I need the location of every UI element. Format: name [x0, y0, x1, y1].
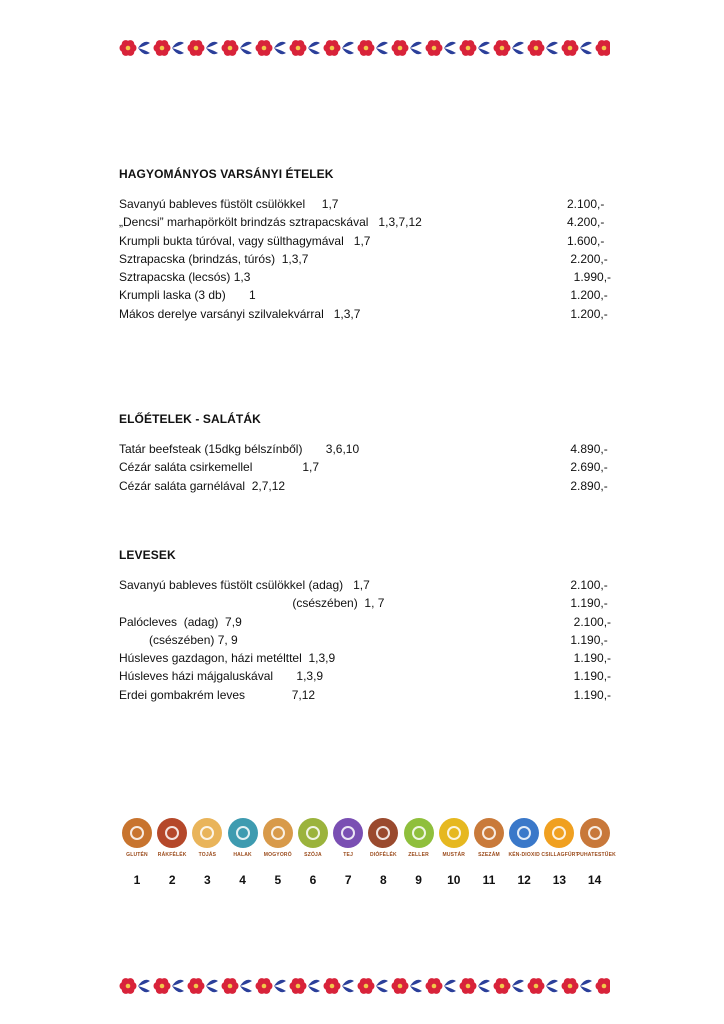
allergen-number: 1 [133, 873, 141, 887]
folk-border-bottom [118, 975, 610, 997]
menu-item-name: Tatár beefsteak (15dkg bélszínből) 3,6,10 [119, 442, 360, 456]
allergen-label: PUHATESTŰEK [576, 852, 616, 858]
menu-item-price: 2.100,- [567, 197, 605, 211]
menu-item-name: Erdei gombakrém leves 7,12 [119, 687, 316, 702]
section-title: ELŐÉTELEK - SALÁTÁK [119, 412, 261, 426]
menu-item-name: Krumpli laska (3 db) 1 [119, 288, 256, 303]
menu-item-price: 1.190,- [567, 651, 612, 666]
allergen-icon [365, 818, 401, 858]
menu-item-price: 2.690,- [567, 460, 608, 475]
menu-item-name: Húsleves házi májgaluskával 1,3,9 [119, 669, 324, 684]
allergen-label: RÁKFÉLÉK [157, 852, 187, 858]
allergen-circle-icon [122, 818, 152, 848]
allergen-circle-icon [192, 818, 222, 848]
allergen-number: 10 [447, 873, 461, 887]
allergen-label: TOJÁS [198, 852, 217, 858]
menu-item [119, 440, 619, 458]
menu-item [119, 286, 619, 304]
menu-item-price: 1.600,- [567, 233, 605, 248]
allergen-circle-icon [580, 818, 610, 848]
allergen-icon [471, 818, 507, 858]
menu-item-price: 2.100,- [567, 578, 608, 592]
menu-item [119, 576, 619, 594]
allergen-icon [541, 818, 577, 858]
menu-item [119, 195, 619, 213]
menu-item [119, 667, 619, 685]
folk-flower-pattern-icon [118, 37, 610, 59]
section-soups [119, 548, 619, 704]
menu-item-price: 1.990,- [567, 270, 612, 285]
menu-item [119, 232, 619, 250]
allergen-icon [154, 818, 190, 858]
allergen-circle-icon [333, 818, 363, 848]
allergen-number: 7 [344, 873, 352, 887]
menu-item-price: 1.190,- [567, 687, 612, 702]
allergen-number: 12 [517, 873, 531, 887]
menu-item-name: Cézár saláta garnélával 2,7,12 [119, 478, 286, 493]
menu-item [119, 268, 619, 286]
allergen-number: 6 [309, 873, 317, 887]
folk-border-top [118, 37, 610, 59]
menu-item-price: 1.190,- [567, 669, 612, 684]
allergen-numbers [119, 873, 619, 889]
allergen-circle-icon [157, 818, 187, 848]
menu-item-name: Savanyú bableves füstölt csülökkel (adag) 1,7 [119, 578, 370, 592]
menu-item [119, 613, 619, 631]
allergen-label: SZEZÁM [478, 852, 500, 858]
allergen-circle-icon [404, 818, 434, 848]
allergen-circle-icon [439, 818, 469, 848]
allergen-icon [436, 818, 472, 858]
menu-item [119, 594, 619, 612]
allergen-icon [119, 818, 155, 858]
allergen-label: MUSTÁR [442, 852, 466, 858]
allergen-number: 13 [552, 873, 567, 887]
menu-item-price: 1.190,- [567, 596, 608, 611]
section-title: HAGYOMÁNYOS VARSÁNYI ÉTELEK [119, 167, 334, 181]
allergen-label: HALAK [233, 852, 252, 858]
section-starters-salads [119, 412, 619, 495]
menu-item [119, 305, 619, 323]
menu-item-price: 1.190,- [567, 632, 608, 647]
allergen-label: GLUTÉN [126, 852, 148, 858]
menu-item-price: 1.200,- [567, 288, 608, 303]
menu-item-price: 2.890,- [567, 478, 608, 493]
allergen-label: TEJ [343, 852, 354, 858]
menu-item-price: 2.200,- [567, 251, 608, 266]
allergen-number: 4 [239, 873, 246, 887]
menu-item-name: Cézár saláta csirkemellel 1,7 [119, 460, 320, 475]
menu-item-price: 1.200,- [567, 306, 608, 321]
allergen-circle-icon [298, 818, 328, 848]
allergen-number: 3 [204, 873, 211, 887]
menu-item [119, 686, 619, 704]
menu-item-name: Savanyú bableves füstölt csülökkel 1,7 [119, 197, 339, 211]
allergen-label: MOGYORÓ [263, 852, 292, 858]
allergen-label: SZÓJA [304, 852, 322, 858]
menu-item-name: Palócleves (adag) 7,9 [119, 614, 242, 629]
menu-item-name: „Dencsi” marhapörkölt brindzás sztrapacskával 1,3,7,12 [119, 215, 422, 230]
menu-item-name: (csészében) 7, 9 [119, 632, 238, 647]
allergen-circle-icon [263, 818, 293, 848]
allergen-icon [401, 818, 437, 858]
menu-item-name: Mákos derelye varsányi szilvalekvárral 1,3,7 [119, 306, 361, 321]
menu-item-price: 2.100,- [567, 614, 612, 629]
allergen-label: CSILLAGFÜRT [541, 852, 579, 858]
allergen-legend [119, 818, 619, 866]
allergen-number: 5 [274, 873, 282, 887]
allergen-label: DIÓFÉLÉK [369, 852, 397, 858]
allergen-number: 11 [482, 873, 496, 887]
menu-item-price: 4.200,- [567, 215, 605, 230]
allergen-icon [260, 818, 296, 858]
allergen-circle-icon [228, 818, 258, 848]
allergen-number: 9 [415, 873, 422, 887]
section-title: LEVESEK [119, 548, 176, 562]
allergen-icon [189, 818, 225, 858]
folk-flower-pattern-icon [118, 975, 610, 997]
allergen-number: 2 [168, 873, 176, 887]
menu-item [119, 649, 619, 667]
allergen-circle-icon [509, 818, 539, 848]
menu-item [119, 477, 619, 495]
menu-item-name: Sztrapacska (brindzás, túrós) 1,3,7 [119, 251, 309, 266]
menu-item-name: Húsleves gazdagon, házi metélttel 1,3,9 [119, 651, 336, 666]
menu-item [119, 458, 619, 476]
allergen-label: KÉN-DIOXID [508, 852, 540, 858]
allergen-circle-icon [544, 818, 574, 848]
allergen-circle-icon [474, 818, 504, 848]
menu-item [119, 250, 619, 268]
section-traditional-dishes [119, 167, 619, 323]
allergen-number: 8 [380, 873, 387, 887]
allergen-icon [295, 818, 331, 858]
menu-item-price: 4.890,- [567, 442, 608, 456]
menu-item-name: Krumpli bukta túróval, vagy sülthagymával 1,7 [119, 233, 371, 248]
menu-item [119, 631, 619, 649]
menu-item-name: (csészében) 1, 7 [119, 596, 385, 611]
allergen-icon [225, 818, 261, 858]
allergen-circle-icon [368, 818, 398, 848]
allergen-label: ZELLER [408, 852, 429, 858]
menu-item [119, 213, 619, 231]
allergen-icon [576, 818, 616, 858]
allergen-number: 14 [587, 873, 602, 887]
allergen-icon [330, 818, 366, 858]
allergen-icon [506, 818, 542, 858]
menu-item-name: Sztrapacska (lecsós) 1,3 [119, 270, 251, 285]
